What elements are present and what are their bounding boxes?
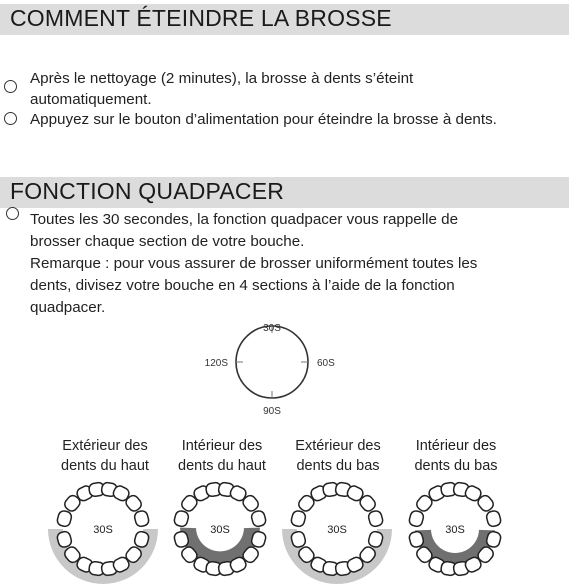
instruction-line: Appuyez sur le bouton d’alimentation pour éteindre la brosse à dents. (30, 111, 497, 128)
upper-tooth (56, 510, 72, 528)
upper-tooth (485, 510, 501, 528)
caption-line: Intérieur des (181, 438, 263, 454)
timer-label-top: 30S (263, 323, 281, 334)
instruction-line: automatiquement. (30, 91, 152, 108)
quadrant-time-label: 30S (327, 524, 347, 536)
caption-line: dents du haut (178, 458, 266, 474)
section-title: COMMENT ÉTEINDRE LA BROSSE (10, 5, 392, 31)
upper-tooth (133, 510, 149, 528)
caption-line: dents du haut (61, 458, 149, 474)
upper-tooth (290, 510, 306, 528)
caption-line: Extérieur des (295, 438, 381, 454)
body-line: dents, divisez votre bouche en 4 sections à l’aide de la fonction (30, 277, 455, 294)
timer-clock-icon (236, 326, 308, 398)
instruction-line: Après le nettoyage (2 minutes), la brosse à dents s’éteint (30, 70, 414, 87)
caption-line: Intérieur des (415, 438, 497, 454)
section-title: FONCTION QUADPACER (10, 178, 285, 204)
upper-tooth (173, 510, 189, 528)
body-line: Remarque : pour vous assurer de brosser uniformément toutes les (30, 255, 478, 272)
body-line: quadpacer. (30, 299, 106, 316)
quadrant-time-label: 30S (210, 524, 230, 536)
upper-tooth (250, 510, 266, 528)
caption-line: dents du bas (414, 458, 498, 474)
caption-line: Extérieur des (62, 438, 148, 454)
upper-tooth (367, 510, 383, 528)
timer-label-right: 60S (317, 358, 335, 369)
timer-label-bottom: 90S (263, 406, 281, 417)
caption-line: dents du bas (296, 458, 380, 474)
upper-tooth (408, 510, 424, 528)
body-line: Toutes les 30 secondes, la fonction quadpacer vous rappelle de (30, 211, 459, 228)
quadrant-time-label: 30S (445, 524, 465, 536)
body-line: brosser chaque section de votre bouche. (30, 233, 305, 250)
quadrant-time-label: 30S (93, 524, 113, 536)
timer-label-left: 120S (204, 358, 228, 369)
